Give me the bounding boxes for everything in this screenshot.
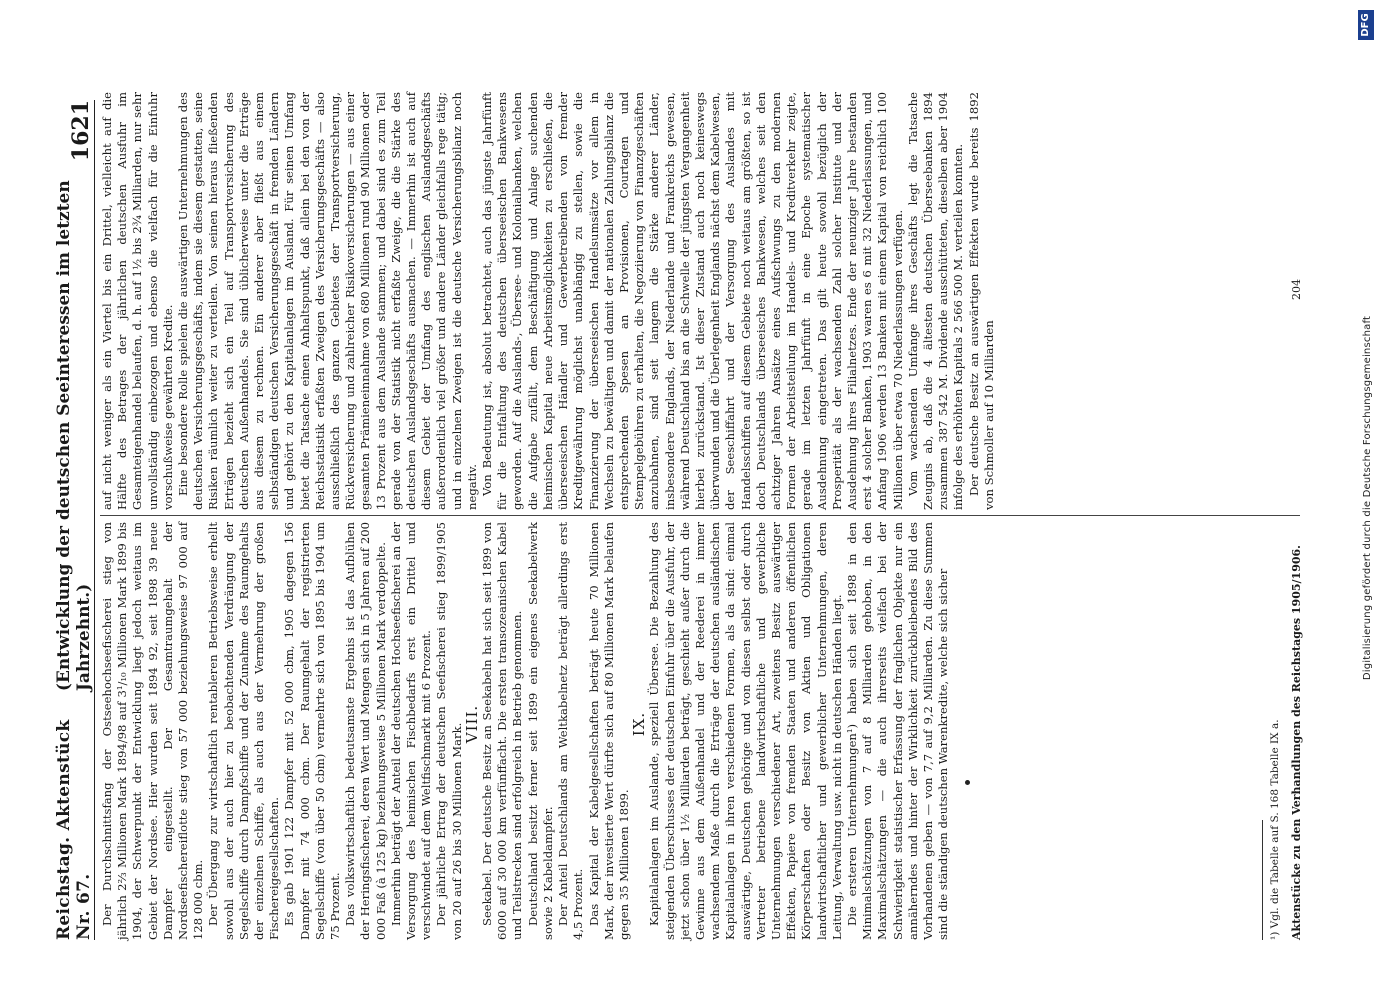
footer-sheet-number: 204 (1290, 279, 1303, 300)
footnote: ¹) Vgl. die Tabelle auf S. 168 Tabelle IX a. (1269, 719, 1281, 940)
paragraph: Der Anteil Deutschlands am Weltkabelnetz beträgt allerdings erst 4,5 Prozent. (556, 522, 586, 940)
paragraph: Seekabel. Der deutsche Besitz an Seekabeln hat sich seit 1899 von 6000 auf 30 000 km verfünffacht. Die ersten transozeanischen Kabel und Teilstrecken sind erfolgreich in Betrieb genommen. (480, 522, 525, 940)
ink-dot (965, 780, 970, 785)
page-header (54, 100, 95, 940)
section-heading-ix: IX. (630, 711, 649, 737)
paragraph: Deutschland besitzt ferner seit 1899 ein eigenes Seekabelwerk sowie 2 Kabeldampfer. (525, 522, 555, 940)
column-divider (100, 515, 1300, 516)
paragraph: Der deutsche Besitz an auswärtigen Effekten wurde bereits 1892 von Schmoller auf 10 Milliarden (966, 92, 996, 510)
paragraph: Der Durchschnittsfang der Ostseehochseefischerei stieg von jährlich 2⅔ Millionen Mark 1894/98 auf 3¹/₁₀ Millionen Mark 1899 bis 1904, der Schwerpunkt der Entwicklung liegt jedoch weitaus im Gebiet der Nordsee. Hier wurden seit 1894 92, seit 1898 39 neue Dampfer eingestellt. Der Gesamtraumgehalt der Nordseefischereiflotte stieg von 57 000 beziehungsweise 97 000 auf 128 000 cbm. (100, 522, 206, 940)
digitization-credit: Digitalisierung gefördert durch die Deutsche Forschungsgemeinschaft (1362, 315, 1373, 681)
paragraph: Eine besondere Rolle spielen die auswärtigen Unternehmungen des deutschen Versicherungsgeschäfts, indem sie diesem gestatten, seine Risiken räumlich weiter zu verteilen. Von seinen hieraus fließenden Erträgen bezieht sich ein Teil auf Transportversicherung des deutschen Außenhandels. Sie sind üblicherweise unter die Erträge aus diesem zu rechnen. Ein anderer aber fließt aus einem selbständigen deutschen Versicherungsgeschäft in fremden Ländern und gehört zu den Kapitalanlagen im Ausland. Für seinen Umfang bietet die Tatsache einen Anhaltspunkt, daß allein bei den von der Reichsstatistik erfaßten Zweigen des Versicherungsgeschäfts — also ausschließlich des ganzen Gebietes der Transportversicherung, Rückversicherung und zahlreicher Risikoversicherungen — aus einer gesamten Prämieneinnahme von 680 Millionen rund 90 Millionen oder 13 Prozent aus dem Auslande stammen; und dabei sind es zum Teil gerade von der Statistik nicht erfaßte Zweige, die die Stärke des deutschen Auslandsgeschäfts ausmachen. — Immerhin ist auch auf diesem Gebiet der Umfang des englischen Auslandsgeschäfts außerordentlich viel größer und andere Länder gleichfalls rege tätig; und in einzelnen Zweigen ist die deutsche Versicherungsbilanz noch negativ. (176, 92, 479, 510)
paragraph: Vom wachsenden Umfange ihres Geschäfts legt die Tatsache Zeugnis ab, daß die 4 ältesten deutschen Überseebanken 1894 zusammen 387 542 M. Dividende ausschütteten, dieselben aber 1904 infolge des erhöhten Kapitals 2 566 500 M. verteilen konnten. (905, 92, 966, 510)
paragraph: Kapitalanlagen im Auslande, speziell Übersee. Die Bezahlung des steigenden Überschusses der deutschen Einfuhr über die Ausfuhr, der jetzt schon über 1½ Milliarden beträgt, geschieht außer durch die Gewinne aus dem Außenhandel und der Reederei in immer wachsendem Maße durch die Erträge der deutschen ausländischen Kapitalanlagen in ihren verschiedenen Formen, als da sind: einmal auswärtige, Deutschen gehörige und von diesen selbst oder durch Vertreter betriebene landwirtschaftliche und gewerbliche Unternehmungen verschiedener Art, zweitens Besitz auswärtiger Effekten, Papiere von fremden Staaten und anderen öffentlichen Körperschaften oder Besitz von Aktien und Obligationen landwirtschaftlicher und gewerblicher Unternehmungen, deren Leitung, Verwaltung usw. nicht in deutschen Händen liegt. (647, 522, 844, 940)
paragraph: auf nicht weniger als ein Viertel bis ein Drittel, vielleicht auf die Hälfte des Betrages der jährlichen deutschen Ausfuhr im Gesamteigenhandel belaufen, d. h. auf 1½ bis 2¾ Milliarden, nur sehr unvollständig einbezogen und ebenso die vielfach für die Einfuhr vorschußweise gewährten Kredite. (100, 92, 175, 510)
page-number: 1621 (68, 100, 94, 162)
dfg-logo: DFG (1358, 10, 1374, 40)
header-title: (Entwicklung der deutschen Seeinteressen im letzten Jahrzehnt.) (54, 180, 94, 692)
footnote-rule (1262, 820, 1263, 940)
paragraph: Es gab 1901 122 Dampfer mit 52 000 cbm, 1905 dagegen 156 Dampfer mit 74 000 cbm. Der Raumgehalt der registrierten Segelschiffe (von über 50 cbm) vermehrte sich von 1895 bis 1904 um 75 Prozent. (282, 522, 343, 940)
paragraph: Immerhin beträgt der Anteil der deutschen Hochseefischerei an der Versorgung des heimischen Fischbedarfs erst ein Drittel und verschwindet auf dem Weltfischmarkt mit 6 Prozent. (388, 522, 434, 940)
paragraph: Das volkswirtschaftlich bedeutsamste Ergebnis ist das Aufblühen der Heringsfischerei, deren Wert und Mengen sich in 5 Jahren auf 200 000 Faß (à 125 kg) beziehungsweise 5 Millionen Mark verdoppelte. (343, 522, 388, 940)
section-heading-viii: VIII. (462, 704, 481, 744)
header-left: Reichstag. Aktenstück Nr. 67. (54, 719, 94, 940)
paragraph: Die ersteren Unternehmungen¹) haben sich seit 1898 in den Minimalschätzungen von 7 auf 8 Milliarden gehoben, in den Maximalschätzungen — die auch ihrerseits vielfach bei der Schwierigkeit statistischer Erfassung der fraglichen Objekte nur ein annäherndes und hinter der Wirklichkeit zurückbleibendes Bild des Vorhandenen geben — von 7,7 auf 9,2 Milliarden. Zu diese Summen sind die ständigen deutschen Warenkredite, welche sich sicher (844, 522, 951, 940)
footer-source: Aktenstücke zu den Verhandlungen des Reichstages 1905/1906. (1290, 545, 1303, 940)
left-column (100, 522, 951, 940)
right-column (100, 92, 997, 510)
paragraph: Von Bedeutung ist, absolut betrachtet, auch das jüngste Jahrfünft für die Entfaltung des deutschen überseeischen Bankwesens geworden. Auf die Auslands-, Übersee- und Kolonialbanken, welchen die Aufgabe zufällt, dem Beschäftigung und Anlage suchenden heimischen Kapital neue Arbeitsmöglichkeiten zu erschließen, die überseeischen Händler und Gewerbetreibenden von fremder Kreditgewährung möglichst unabhängig zu stellen, sowie die Finanzierung der überseeischen Handelsumsätze vor allem in Wechseln zu bewältigen und damit der nationalen Zahlungsbilanz die entsprechenden Spesen an Provisionen, Courtagen und Stempelgebühren zu erhalten, die Negoziierung von Finanzgeschäften anzubahnen, sind seit langem die Stärke anderer Länder, insbesondere Englands, der Niederlande und Frankreichs gewesen, während Deutschland bis an die Schwelle der jüngsten Vergangenheit hierbei zurückstand. Ist dieser Zustand auch noch keineswegs überwunden und die Überlegenheit Englands nächst dem Kabelwesen, der Seeschiffahrt und der Versorgung des Auslandes mit Handelsschiffen auf diesem Gebiete noch weitaus am größten, so ist doch Deutschlands überseeisches Bankwesen, welches seit den achtziger Jahren Ansätze eines Aufschwungs zu den modernen Formen der Arbeitsteilung im Handels- und Kreditverkehr zeigte, gerade im letzten Jahrfünft in eine Epoche systematischer Ausdehnung eingetreten. Das gilt heute sowohl bezüglich der Prosperität als der wachsenden Zahl solcher Institute und der Ausdehnung ihres Filialnetzes. Ende der neunziger Jahre bestanden erst 4 solcher Banken, 1903 waren es 6 mit 32 Niederlassungen, und Anfang 1906 werden 13 Banken mit einem Kapital von reichlich 100 Millionen über etwa 70 Niederlassungen verfügen. (480, 92, 905, 510)
paragraph: Der Übergang zur wirtschaftlich rentableren Betriebsweise erhellt sowohl aus der auch hier zu beobachtenden Verdrängung der Segelschiffe durch Dampfschiffe und der Zunahme des Raumgehalts der einzelnen Schiffe, als auch aus der Vermehrung der großen Fischereigesellschaften. (206, 522, 282, 940)
paragraph: Das Kapital der Kabelgesellschaften beträgt heute 70 Millionen Mark, der investierte Wert dürfte sich auf 80 Millionen Mark belaufen gegen 35 Millionen 1899. (586, 522, 631, 940)
paragraph: Der jährliche Ertrag der deutschen Seefischerei stieg 1899/1905 von 20 auf 26 bis 30 Millionen Mark. (434, 522, 464, 940)
